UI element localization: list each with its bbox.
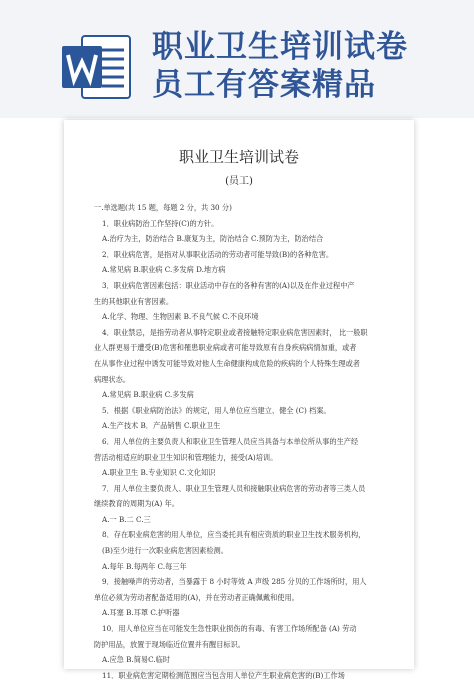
document-line: 营活动相适应的职业卫生知识和管理能力，接受(A)培训。 [94,452,278,462]
document-line: 11．职业病危害定期检测范围应当包含用人单位产生职业病危害的(B)工作场 [102,670,345,680]
document-line: (B)至少进行一次职业病危害因素检测。 [102,546,228,556]
document-line: 防护用品，放置于现场临近位置并有醒目标识。 [94,639,245,649]
header-banner [0,0,474,118]
document-body [94,200,392,683]
document-line: 业人群更易于遭受(B)危害和罹患职业病或者可能导致原有自身疾病病情加重，或者 [94,343,357,353]
document-line: 在从事作业过程中诱发可能导致对他人生命健康构成危险的疾病的个人特殊生理或者 [94,358,360,368]
document-line: 3．职业病危害因素包括：职业活动中存在的各种有害的(A)以及在作业过程中产 [102,280,355,290]
document-line: A.治疗为主，防治结合 B.康复为主，防治结合 C.预防为主，防治结合 [102,234,324,244]
document-line: A.常见病 B.职业病 C.多发病 D.地方病 [102,265,226,275]
banner-title [152,28,452,104]
document-line: 4．职业禁忌，是指劳动者从事特定职业或者接触特定职业病危害因素时， 比一般职 [102,327,368,337]
document-line: 单位必须为劳动者配备适用的(A)，并在劳动者正确佩戴和使用。 [94,592,299,602]
document-page [64,120,414,680]
document-line: 6．用人单位的主要负责人和职业卫生管理人员应当具备与本单位所从事的生产经 [102,436,359,446]
document-line: 8．存在职业病危害的用人单位，应当委托具有相应资质的职业卫生技术服务机构， [102,530,366,540]
document-line: A.耳塞 B.耳罩 C.护听器 [102,608,180,618]
document-line: 1．职业病防治工作坚持(C)的方针。 [102,218,219,228]
document-line: A.一 B.二 C.三 [102,514,151,524]
document-line: 7．用人单位主要负责人、职业卫生管理人员和接触职业病危害的劳动者等三类人员 [102,483,366,493]
document-line: A.职业卫生 B.专业知识 C.文化知识 [102,468,216,478]
document-line: 继续教育的周期为(A) 年。 [94,499,179,509]
document-subtitle: (员工) [225,176,253,187]
word-document-icon [60,30,134,104]
document-line: 病理状态。 [94,374,130,384]
banner-title-line-2: 员工有答案精品 [152,67,376,103]
document-line: A.每年 B.每两年 C.每三年 [102,561,187,571]
document-line: A.常见病 B.职业病 C.多发病 [102,390,194,400]
document-line: 2．职业病危害，是指对从事职业活动的劳动者可能导致(B)的各种危害。 [102,249,334,259]
document-line: 9．接触噪声的劳动者，当暴露于 8 小时等效 A 声级 285 分贝的工作场所时，用人 [102,577,367,587]
document-line: 10．用人单位应当在可能发生急性职业损伤的有毒、有害工作场所配备 (A) 劳动 [102,624,357,634]
document-line: A.生产技术 B．产品销售 C.职业卫生 [102,421,221,431]
document-line: A.化学、物理、生物因素 B.不良气候 C.不良环境 [102,312,259,322]
document-line: 生的其他职业有害因素。 [94,296,174,306]
document-line: 一.单选题(共 15 题，每题 2 分，共 30 分) [94,203,232,212]
document-title: 职业卫生培训试卷 [178,148,299,166]
banner-title-line-1: 职业卫生培训试卷 [152,29,408,65]
document-line: A.应急 B.简易C.临时 [102,655,170,665]
document-line: 5．根据《职业病防治法》的规定，用人单位应当建立、健全 (C) 档案。 [102,405,331,415]
